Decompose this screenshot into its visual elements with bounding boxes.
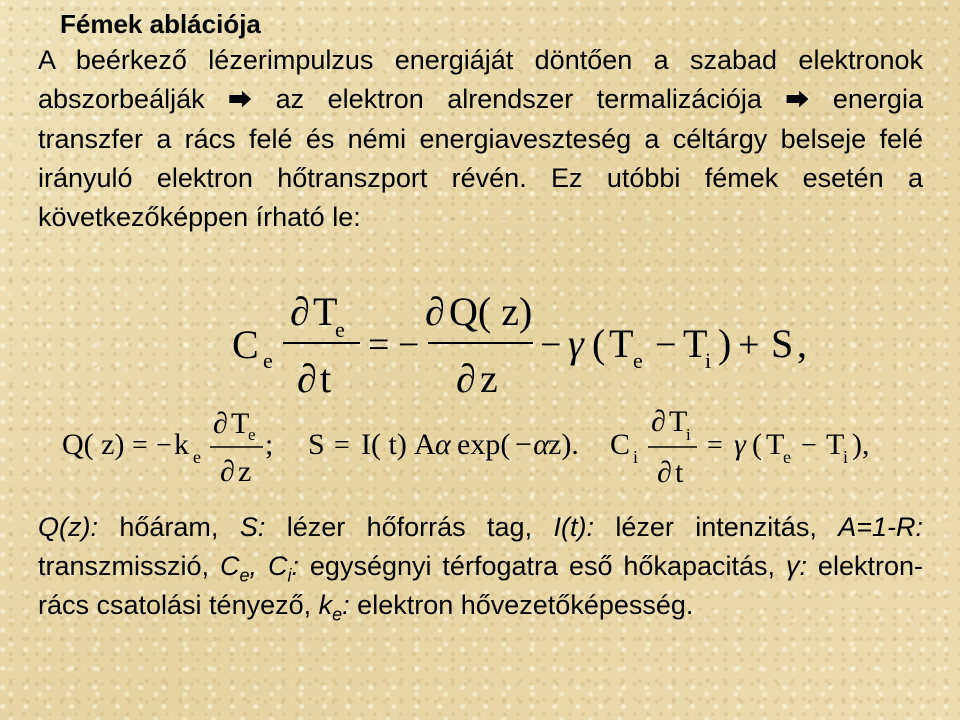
glossary-ce-term [219, 551, 250, 586]
glossary-qz-text: hőáram, [98, 512, 240, 542]
eq1-T-sub-e: e [335, 317, 345, 342]
eq1-S: S [771, 321, 794, 366]
glossary-gamma-text: elektron-rács csatolási tényező, [38, 551, 923, 620]
intro-text-2: az elektron alrendszer termalizációja [275, 84, 762, 114]
eq2-partial-den: ∂ [220, 455, 235, 488]
glossary-a-text: transzmisszió, [38, 551, 220, 581]
eq4-Ti-sub: i [843, 447, 849, 467]
eq4-minus: − [801, 430, 817, 461]
eq1-plus: + [738, 324, 760, 366]
eq1-Te: T [609, 321, 634, 366]
glossary-c-letter: C [219, 551, 240, 581]
eq1-lparen: ( [592, 321, 606, 366]
eq2-T-num: T [231, 407, 250, 440]
eq1-partial-z: ∂ [456, 356, 476, 401]
eq1-minus-2: − [540, 324, 562, 366]
eq3-It: I( t) [361, 428, 407, 461]
eq4-partial-den: ∂ [657, 456, 672, 489]
eq4-lparen: ( [752, 428, 762, 461]
glossary-c-letter: C [267, 551, 288, 581]
eq1-T-num: T [313, 289, 338, 334]
glossary-c-text: egységnyi térfogatra eső hőkapacitás, [298, 551, 786, 581]
eq2-k: k [174, 428, 189, 461]
eq1-sub-e: e [263, 348, 273, 373]
glossary-it-term: I(t): [553, 512, 594, 542]
eq2-equals: = [132, 430, 148, 461]
eq3-minus-alpha: −α [513, 428, 549, 461]
eq1-Ti-sub: i [705, 348, 712, 373]
eq3-equals: = [334, 430, 350, 461]
eq4-Te: T [766, 428, 785, 461]
glossary-s-term: S: [239, 512, 266, 542]
eq1-z-den: z [480, 356, 498, 401]
eq4-T-sub: i [686, 425, 691, 444]
glossary-ke-term: $k_e$: [318, 590, 350, 625]
eq1-partial-num: ∂ [290, 289, 310, 334]
glossary-k-text: elektron hővezetőképesség. [349, 590, 694, 620]
eq4-C-sub: i [633, 447, 639, 467]
eq1-minus-1: − [398, 324, 420, 366]
eq1-t-den: t [320, 356, 332, 401]
equation-heat-lattice [610, 405, 870, 489]
eq4-T-num: T [669, 405, 688, 438]
slide-title: Fémek ablációja [60, 9, 261, 39]
equation-heat-electron [232, 289, 807, 401]
eq3-S: S [308, 428, 325, 461]
eq2-partial-num: ∂ [213, 407, 228, 440]
equation-heat-flux [62, 407, 273, 488]
intro-text-3: energia transzfer a rács felé és némi energiaveszteség a céltárgy belseje felé irányuló elektron hőtranszport révén. Ez utóbbi fémek esetén a következőképpen írható le: [38, 84, 923, 232]
eq4-Ti: T [826, 428, 845, 461]
glossary-ke-sub: e [332, 604, 343, 625]
eq4-equals: = [707, 430, 723, 461]
eq4-rparen-comma: ), [852, 428, 870, 461]
eq4-Te-sub: e [783, 447, 791, 467]
eq1-partial-Q: ∂ [425, 289, 445, 334]
eq3-A: A [414, 428, 436, 461]
glossary-s-text: lézer hőforrás tag, [265, 512, 554, 542]
eq3-alpha: α [435, 428, 451, 461]
glossary-ci-sub: i [287, 565, 292, 586]
eq1-partial-den: ∂ [297, 356, 317, 401]
intro-text-1: A beérkező lézerimpulzus energiáját döntően a szabad elektronok abszorbeálják [38, 45, 923, 114]
eq4-C: C [610, 428, 631, 461]
glossary-qz-term: Q(z): [38, 512, 98, 542]
glossary-gamma-term: γ: [785, 551, 807, 581]
right-arrow-icon: ⮕ [785, 86, 810, 114]
eq2-Qz: Q( z) [62, 428, 125, 461]
eq1-comma: , [797, 321, 807, 366]
eq3-exp: exp( [457, 428, 511, 461]
eq4-partial-num: ∂ [651, 405, 666, 438]
eq1-C: C [232, 322, 259, 367]
eq1-minus-3: − [655, 324, 677, 366]
glossary-it-text: lézer intenzitás, [593, 512, 839, 542]
glossary-paragraph [38, 508, 923, 625]
eq2-k-sub: e [193, 447, 201, 467]
eq4-gamma: γ [734, 428, 746, 461]
eq2-z-den: z [238, 455, 252, 488]
eq1-Ti: T [683, 321, 708, 366]
eq1-Te-sub: e [633, 348, 643, 373]
eq1-rparen: ) [718, 321, 732, 366]
glossary-ce-sub: e [239, 565, 250, 586]
glossary-ci-term [267, 551, 292, 586]
glossary-colon: : [291, 551, 299, 581]
equation-source [308, 428, 579, 461]
eq4-t-den: t [675, 456, 684, 489]
right-arrow-icon: ⮕ [228, 86, 253, 114]
glossary-k-letter: k [318, 590, 333, 620]
eq1-equals: = [368, 324, 390, 366]
eq3-z-close: z). [548, 428, 579, 461]
eq2-semicolon: ; [265, 428, 274, 461]
glossary-a-term: A=1-R: [838, 512, 923, 542]
eq2-minus: − [156, 430, 172, 461]
eq1-gamma: γ [568, 321, 584, 366]
glossary-comma: , [249, 551, 268, 581]
eq1-Qz: Q( z) [449, 289, 533, 334]
eq2-T-sub: e [248, 425, 256, 444]
